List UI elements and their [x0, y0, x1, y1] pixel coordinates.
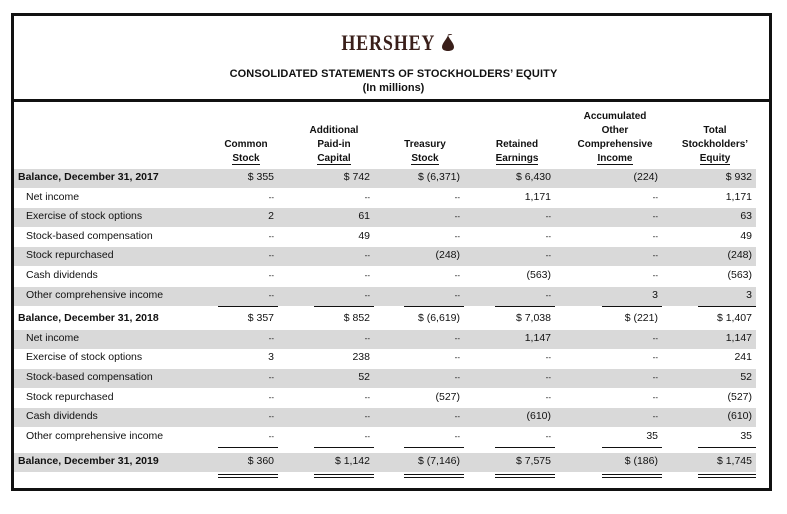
row-label: Cash dividends — [26, 269, 98, 281]
table-row — [14, 369, 756, 388]
table-cell: -- — [652, 353, 658, 362]
row-label: Balance, December 31, 2017 — [18, 171, 159, 183]
table-cell: -- — [268, 193, 274, 202]
subtotal-underline — [495, 447, 555, 448]
table-cell: 3 — [268, 351, 274, 363]
subtotal-underline — [495, 306, 555, 307]
table-cell: $ (6,371) — [417, 171, 460, 183]
table-row — [14, 228, 756, 247]
column-header — [289, 124, 379, 166]
table-cell: $ 6,430 — [515, 171, 551, 183]
table-cell: (610) — [727, 410, 752, 422]
table-cell: -- — [364, 412, 370, 421]
table-row — [14, 247, 756, 266]
subtotal-underline — [404, 447, 464, 448]
row-label: Stock repurchased — [26, 249, 114, 261]
column-header-line: Accumulated — [583, 111, 647, 122]
double-underline — [404, 474, 464, 478]
table-cell: -- — [364, 334, 370, 343]
table-cell: -- — [652, 251, 658, 260]
table-cell: -- — [268, 334, 274, 343]
double-underline — [314, 474, 374, 478]
table-cell: 52 — [740, 371, 752, 383]
column-header-line: Other — [601, 125, 629, 136]
header-divider — [11, 99, 772, 102]
table-cell: 35 — [740, 430, 752, 442]
column-header-line: Additional — [309, 125, 359, 136]
table-cell: 49 — [358, 230, 370, 242]
column-header-line: Stock — [411, 153, 439, 164]
column-header — [380, 138, 470, 166]
table-cell: -- — [364, 432, 370, 441]
table-cell: 241 — [734, 351, 752, 363]
table-cell: $ 7,038 — [515, 312, 551, 324]
table-cell: -- — [652, 271, 658, 280]
table-cell: -- — [454, 232, 460, 241]
row-label: Other comprehensive income — [26, 289, 164, 301]
column-header-line: Total — [703, 125, 727, 136]
table-cell: -- — [545, 393, 551, 402]
table-cell: -- — [268, 271, 274, 280]
table-cell: -- — [364, 393, 370, 402]
column-header-line: Comprehensive — [577, 139, 653, 150]
table-cell: -- — [364, 271, 370, 280]
column-header-line: Treasury — [404, 139, 446, 150]
table-cell: $ 742 — [343, 171, 370, 183]
subtotal-underline — [218, 306, 278, 307]
table-cell: -- — [545, 291, 551, 300]
table-cell: 1,147 — [524, 332, 551, 344]
row-label: Stock-based compensation — [26, 230, 153, 242]
table-cell: 1,171 — [524, 191, 551, 203]
table-cell: -- — [454, 271, 460, 280]
table-cell: 1,171 — [725, 191, 752, 203]
table-cell: -- — [652, 373, 658, 382]
subtotal-underline — [602, 306, 662, 307]
table-row — [14, 389, 756, 408]
table-row — [14, 428, 756, 447]
table-cell: -- — [545, 212, 551, 221]
subtotal-underline — [698, 306, 756, 307]
table-cell: -- — [545, 432, 551, 441]
table-row — [14, 287, 756, 306]
table-cell: $ 1,407 — [716, 312, 752, 324]
table-cell: 63 — [740, 210, 752, 222]
table-cell: 2 — [268, 210, 274, 222]
table-cell: -- — [454, 193, 460, 202]
double-underline — [495, 474, 555, 478]
column-header-line: Earnings — [495, 153, 539, 164]
table-cell: -- — [268, 393, 274, 402]
table-cell: (248) — [727, 249, 752, 261]
table-cell: $ 932 — [725, 171, 752, 183]
table-row — [14, 169, 756, 188]
table-row — [14, 208, 756, 227]
table-cell: 35 — [646, 430, 658, 442]
table-cell: -- — [454, 412, 460, 421]
table-row — [14, 349, 756, 368]
row-label: Exercise of stock options — [26, 351, 143, 363]
column-header-line: Paid-in — [317, 139, 351, 150]
table-cell: (224) — [633, 171, 658, 183]
table-cell: $ 1,745 — [716, 455, 752, 467]
column-header-line: Stock — [232, 153, 260, 164]
table-cell: -- — [454, 334, 460, 343]
table-cell: $ 360 — [247, 455, 274, 467]
table-cell: 3 — [652, 289, 658, 301]
subtotal-underline — [404, 306, 464, 307]
table-cell: -- — [652, 412, 658, 421]
row-label: Exercise of stock options — [26, 210, 143, 222]
column-header — [570, 110, 660, 166]
table-cell: (563) — [526, 269, 551, 281]
table-cell: -- — [364, 251, 370, 260]
table-cell: -- — [652, 334, 658, 343]
table-row — [14, 330, 756, 349]
row-label: Net income — [26, 191, 80, 203]
row-label: Cash dividends — [26, 410, 98, 422]
row-label: Balance, December 31, 2018 — [18, 312, 159, 324]
row-label: Other comprehensive income — [26, 430, 164, 442]
statement-subtitle: (In millions) — [362, 82, 425, 94]
table-cell: -- — [454, 373, 460, 382]
table-cell: 61 — [358, 210, 370, 222]
table-cell: 49 — [740, 230, 752, 242]
table-cell: 238 — [352, 351, 370, 363]
table-cell: $ 355 — [247, 171, 274, 183]
table-cell: -- — [652, 212, 658, 221]
table-cell: -- — [364, 291, 370, 300]
row-label: Balance, December 31, 2019 — [18, 455, 159, 467]
table-cell: -- — [268, 412, 274, 421]
table-cell: -- — [454, 353, 460, 362]
subtotal-underline — [602, 447, 662, 448]
subtotal-underline — [218, 447, 278, 448]
table-cell: -- — [454, 212, 460, 221]
table-cell: -- — [268, 232, 274, 241]
table-cell: $ 1,142 — [334, 455, 370, 467]
column-header-line: Stockholders’ — [681, 139, 749, 150]
table-cell: $ (6,619) — [417, 312, 460, 324]
table-cell: -- — [454, 291, 460, 300]
table-row — [14, 267, 756, 286]
table-cell: -- — [268, 291, 274, 300]
double-underline — [698, 474, 756, 478]
statement-title: CONSOLIDATED STATEMENTS OF STOCKHOLDERS’ EQUITY — [229, 68, 558, 80]
kiss-icon — [440, 34, 456, 52]
table-row — [14, 408, 756, 427]
table-cell: 3 — [746, 289, 752, 301]
table-cell: -- — [652, 393, 658, 402]
column-header-line: Capital — [317, 153, 351, 164]
subtotal-underline — [314, 447, 374, 448]
column-header — [201, 138, 291, 166]
column-header-line: Equity — [699, 153, 731, 164]
column-header-line: Income — [597, 153, 633, 164]
column-header — [670, 124, 760, 166]
table-cell: -- — [652, 193, 658, 202]
table-cell: $ (7,146) — [417, 455, 460, 467]
table-cell: -- — [652, 232, 658, 241]
table-cell: (563) — [727, 269, 752, 281]
column-header-line: Common — [224, 139, 268, 150]
hershey-logo — [0, 30, 787, 56]
table-cell: -- — [454, 432, 460, 441]
table-cell: $ 7,575 — [515, 455, 551, 467]
table-cell: 52 — [358, 371, 370, 383]
table-cell: -- — [545, 353, 551, 362]
table-cell: -- — [545, 373, 551, 382]
table-row — [14, 310, 756, 329]
table-cell: (610) — [526, 410, 551, 422]
row-label: Stock-based compensation — [26, 371, 153, 383]
logo-wordmark: HERSHEY — [341, 30, 436, 55]
table-cell: $ 357 — [247, 312, 274, 324]
table-cell: -- — [268, 373, 274, 382]
table-cell: (527) — [435, 391, 460, 403]
double-underline — [602, 474, 662, 478]
column-header — [472, 138, 562, 166]
subtotal-underline — [698, 447, 756, 448]
table-cell: -- — [364, 193, 370, 202]
table-cell: -- — [545, 251, 551, 260]
table-cell: $ (221) — [624, 312, 658, 324]
column-header-line: Retained — [495, 139, 539, 150]
table-cell: -- — [268, 251, 274, 260]
table-cell: $ (186) — [624, 455, 658, 467]
table-cell: $ 852 — [343, 312, 370, 324]
subtotal-underline — [314, 306, 374, 307]
table-row — [14, 453, 756, 472]
table-row — [14, 189, 756, 208]
double-underline — [218, 474, 278, 478]
table-cell: (527) — [727, 391, 752, 403]
row-label: Stock repurchased — [26, 391, 114, 403]
row-label: Net income — [26, 332, 80, 344]
table-cell: (248) — [435, 249, 460, 261]
table-cell: -- — [268, 432, 274, 441]
table-cell: 1,147 — [725, 332, 752, 344]
table-cell: -- — [545, 232, 551, 241]
